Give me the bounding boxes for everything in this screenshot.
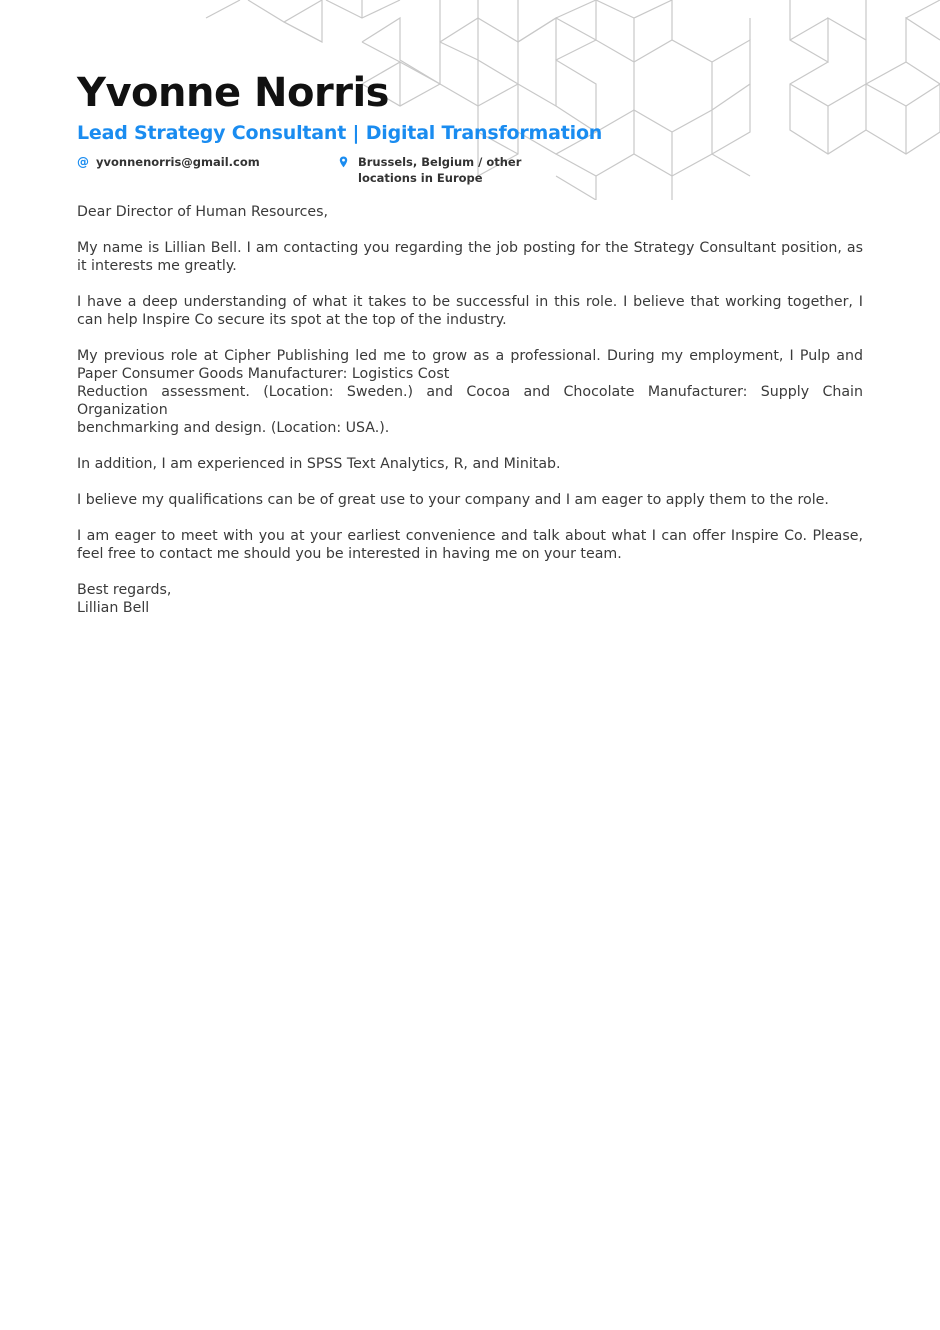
email-text[interactable]: yvonnenorris@gmail.com: [96, 155, 260, 169]
salutation: Dear Director of Human Resources,: [77, 204, 329, 220]
closing-phrase: Best regards,: [77, 582, 172, 598]
contact-email[interactable]: [77, 154, 260, 170]
experience-line-3: Reduction assessment. (Location: Sweden.) and Cocoa and Chocolate Manufacturer: Supply Chain: [77, 384, 863, 400]
candidate-name: Yvonne Norris: [77, 70, 389, 116]
contact-location: [339, 154, 579, 186]
map-pin-icon: [339, 154, 358, 172]
cover-letter-body: [77, 203, 863, 635]
paragraph-skills: In addition, I am experienced in SPSS Text Analytics, R, and Minitab.: [77, 456, 561, 472]
paragraph-understanding: I have a deep understanding of what it takes to be successful in this role. I believe that working together, I can help Inspire Co secure its spot at the top of the industry.: [77, 294, 863, 328]
experience-line-2: Paper Consumer Goods Manufacturer: Logistics Cost: [77, 366, 450, 382]
sign-off: [77, 581, 863, 617]
at-icon: @: [77, 155, 89, 169]
paragraph-experience: [77, 347, 863, 437]
paragraph-intro: My name is Lillian Bell. I am contacting you regarding the job posting for the Strategy Consultant position, as it interests me greatly.: [77, 240, 863, 274]
contact-row: [77, 154, 697, 194]
resume-header: [77, 68, 697, 185]
paragraph-closing: I am eager to meet with you at your earliest convenience and talk about what I can offer Inspire Co. Please, feel free to contact me should you be interested in having me on your team.: [77, 528, 863, 562]
experience-line-5: benchmarking and design. (Location: USA.).: [77, 420, 390, 436]
paragraph-qualifications: I believe my qualifications can be of great use to your company and I am eager to apply them to the role.: [77, 492, 829, 508]
experience-line-1: My previous role at Cipher Publishing led me to grow as a professional. During my employment, I Pulp and: [77, 348, 863, 364]
signature-name: Lillian Bell: [77, 600, 150, 616]
experience-line-4: Organization: [77, 402, 168, 418]
candidate-headline: Lead Strategy Consultant | Digital Transformation: [77, 122, 603, 144]
location-text: Brussels, Belgium / other locations in Europe: [358, 155, 522, 185]
